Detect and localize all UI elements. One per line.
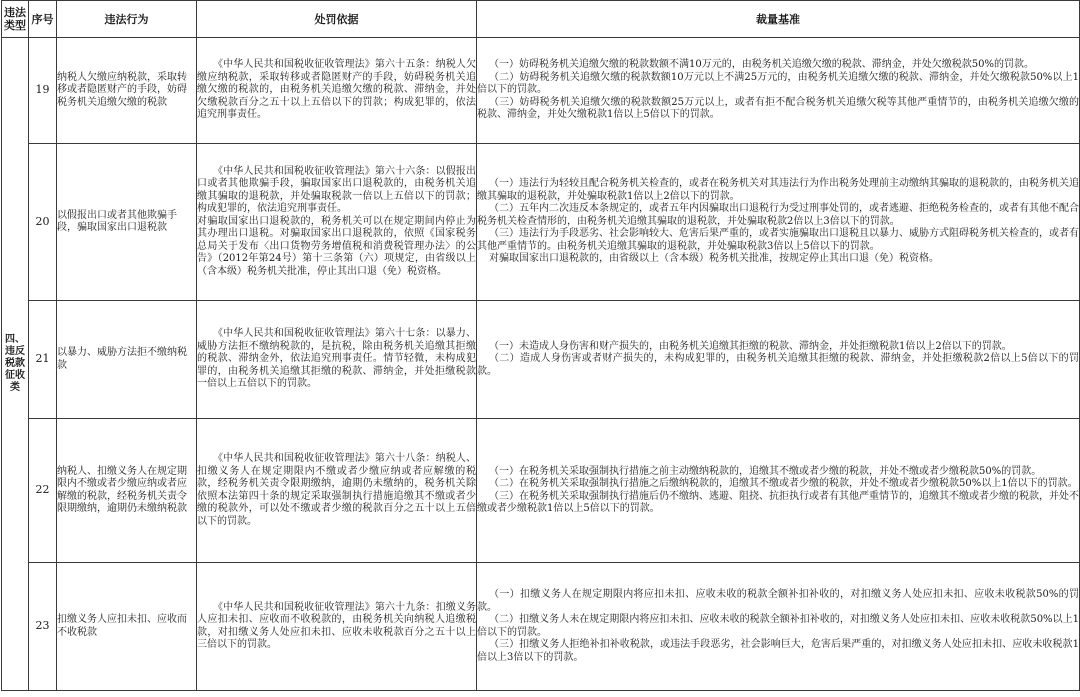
basis-paragraph: 《中华人民共和国税收征收管理法》第六十九条：扣缴义务人应扣未扣、应收而不收税款的，由税务机关向纳税人追缴税款，对扣缴义务人处应扣未扣、应收未收税款百分之五十以上三倍以下的罚款。: [197, 601, 476, 650]
standard-cell: [477, 38, 1080, 144]
behavior-cell: 纳税人、扣缴义务人在规定期限内不缴或者少缴应纳或者应解缴的税款，经税务机关责令限期缴纳，逾期仍未缴纳税款: [57, 419, 197, 563]
basis-cell: [197, 301, 477, 419]
table-row: [2, 301, 1080, 419]
basis-paragraph: 《中华人民共和国税收征收管理法》第六十五条：纳税人欠缴应纳税款，采取转移或者隐匿财产的手段，妨碍税务机关追缴欠缴的税款的，由税务机关追缴欠缴的税款、滞纳金，并处欠缴税款百分之五十以上五倍以下的罚款；构成犯罪的，依法追究刑事责任。: [197, 59, 476, 121]
header-standard: 裁量基准: [477, 1, 1080, 38]
basis-paragraph: 《中华人民共和国税收征收管理法》第六十七条：以暴力、威胁方法拒不缴纳税款的，是抗税，除由税务机关追缴其拒缴的税款、滞纳金外，依法追究刑事责任。情节轻微，未构成犯罪的，由税务机关追缴其拒缴的税款、滞纳金，并处拒缴税款一倍以上五倍以下的罚款。: [197, 328, 476, 390]
standard-item: （一）妨碍税务机关追缴欠缴的税款数额不满10万元的，由税务机关追缴欠缴的税款、滞纳金，并处欠缴税款50%的罚款。: [489, 59, 1034, 71]
seq-cell: 21: [29, 301, 57, 419]
table-row: [2, 38, 1080, 144]
basis-cell: [197, 144, 477, 301]
behavior-cell: 纳税人欠缴应纳税款，采取转移或者隐匿财产的手段，妨碍税务机关追缴欠缴的税款: [57, 38, 197, 144]
standard-item: （一）扣缴义务人在规定期限内将应扣未扣、应收未收的税款全额补扣补收的，对扣缴义务人处应扣未扣、应收未收税款50%的罚款。: [477, 589, 1079, 613]
standard-item: （三）扣缴义务人拒绝补扣补收税款，或违法手段恶劣，社会影响巨大，危害后果严重的，对扣缴义务人处应扣未扣、应收未收税款1倍以上3倍以下的罚款。: [477, 639, 1079, 663]
seq-cell: 23: [29, 563, 57, 691]
standard-item: （一）违法行为轻较且配合税务机关检查的，或者在税务机关对其违法行为作出税务处理前主动缴纳其骗取的退税款的，由税务机关追缴其骗取的退税款，并处骗取税款1倍以上2倍以下的罚款。: [477, 178, 1079, 202]
standard-cell: [477, 419, 1080, 563]
header-row: [2, 1, 1080, 38]
basis-paragraph: 对骗取国家出口退税款的，税务机关可以在规定期间内停止为其办理出口退税。对骗取国家出口退税款的，依照《国家税务总局关于发布〈出口货物劳务增值税和消费税管理办法〉的公告》（2012年第24号）第十三条第（六）项规定，由省级以上（含本级）税务机关批准，停止其出口退（免）税资格。: [197, 215, 476, 277]
behavior-cell: 扣缴义务人应扣未扣、应收而不收税款: [57, 563, 197, 691]
seq-cell: 22: [29, 419, 57, 563]
standard-cell: [477, 144, 1080, 301]
behavior-cell: 以假报出口或者其他欺骗手段，骗取国家出口退税款: [57, 144, 197, 301]
basis-cell: [197, 38, 477, 144]
table-row: [2, 419, 1080, 563]
standard-cell: [477, 301, 1080, 419]
standard-item: （二）扣缴义务人未在规定期限内将应扣未扣、应收未收的税款全额补扣补收的，对扣缴义务人处应扣未扣、应收未收税款50%以上1倍以下的罚款。: [477, 614, 1079, 638]
behavior-cell: 以暴力、威胁方法拒不缴纳税款: [57, 301, 197, 419]
standard-cell: [477, 563, 1080, 691]
basis-paragraph: 《中华人民共和国税收征收管理法》第六十八条：纳税人、扣缴义务人在规定期限内不缴或者少缴应纳或者应解缴的税款，经税务机关责令限期缴纳，逾期仍未缴纳的，税务机关除依照本法第四十条的规定采取强制执行措施追缴其不缴或者少缴的税款外，可以处不缴或者少缴的税款百分之五十以上五倍以下的罚款。: [197, 453, 476, 527]
category-cell: 四、违反税款征收类: [2, 38, 29, 691]
standard-item: （三）妨碍税务机关追缴欠缴的税款数额25万元以上，或者有拒不配合税务机关追缴欠税等其他严重情节的，由税务机关追缴欠缴的税款、滞纳金，并处欠缴税款1倍以上5倍以下的罚款。: [477, 96, 1079, 121]
standard-item: （一）在税务机关采取强制执行措施之前主动缴纳税款的，追缴其不缴或者少缴的税款，并处不缴或者少缴税款50%的罚款。: [489, 465, 1042, 477]
standard-item: （二）妨碍税务机关追缴欠缴的税款数额10万元以上不满25万元的，由税务机关追缴欠缴的税款、滞纳金，并处欠缴税款50%以上1倍以下的罚款。: [477, 71, 1079, 96]
standard-item: 对骗取国家出口退税款的，由省级以上（含本级）税务机关批准，按规定停止其出口退（免）税资格。: [489, 253, 939, 265]
standard-item: （三）在税务机关采取强制执行措施后仍不缴纳、逃避、阻挠、抗拒执行或者有其他严重情节的，追缴其不缴或者少缴的税款，并处不缴或者少缴税款1倍以上5倍以下的罚款。: [477, 490, 1079, 514]
header-category: 违法类型: [2, 1, 29, 38]
header-basis: 处罚依据: [197, 1, 477, 38]
standard-item: （一）未造成人身伤害和财产损失的，由税务机关追缴其拒缴的税款、滞纳金，并处拒缴税款1倍以上2倍以下的罚款。: [489, 340, 1012, 352]
standard-item: （二）在税务机关采取强制执行措施之后缴纳税款的，追缴其不缴或者少缴的税款，并处不缴或者少缴税款50%以上1倍以下的罚款。: [489, 478, 1078, 489]
basis-cell: [197, 563, 477, 691]
header-behavior: 违法行为: [57, 1, 197, 38]
standard-item: （二）五年内二次违反本条规定的，或者五年内因骗取出口退税行为受过刑事处罚的，或者逃避、拒绝税务检查的，或者有其他不配合税务机关检查情形的，由税务机关追缴其骗取的退税款，并处骗取税款2倍以上3倍以下的罚款。: [477, 203, 1079, 227]
table-row: [2, 144, 1080, 301]
table-row: [2, 563, 1080, 691]
header-seq: 序号: [29, 1, 57, 38]
standard-item: （二）造成人身伤害或者财产损失的，未构成犯罪的，由税务机关追缴其拒缴的税款、滞纳金，并处拒缴税款2倍以上5倍以下的罚款。: [477, 353, 1079, 377]
seq-cell: 19: [29, 38, 57, 144]
basis-paragraph: 《中华人民共和国税收征收管理法》第六十六条：以假报出口或者其他欺骗手段，骗取国家出口退税款的，由税务机关追缴其骗取的退税款，并处骗取税款一倍以上五倍以下的罚款；构成犯罪的，依法追究刑事责任。: [197, 165, 476, 215]
penalty-table: [1, 0, 1080, 691]
seq-cell: 20: [29, 144, 57, 301]
standard-item: （三）违法行为手段恶劣、社会影响较大、危害后果严重的，或者实施骗取出口退税且以暴力、威胁方式阻碍税务机关检查的，或者有其他严重情节的。由税务机关追缴其骗取的退税款，并处骗取税款3倍以上5倍以下的罚款。: [477, 228, 1079, 252]
basis-cell: [197, 419, 477, 563]
